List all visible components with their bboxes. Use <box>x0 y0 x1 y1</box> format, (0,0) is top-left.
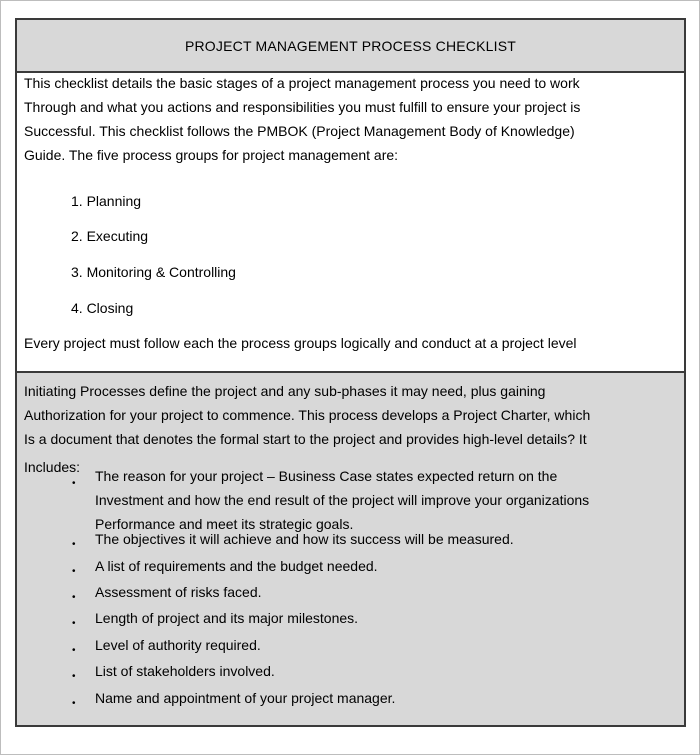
initiating-line: Authorization for your project to commence. This process develops a Project Charter, which <box>24 407 591 423</box>
bullet-icon: • <box>72 539 76 550</box>
bullet-icon: • <box>72 671 76 682</box>
bullet-icon: • <box>72 618 76 629</box>
initiating-line: Includes: <box>24 459 81 475</box>
bullet-item: Assessment of risks faced. <box>95 584 262 600</box>
bullet-item: Level of authority required. <box>95 637 261 653</box>
intro-line: Guide. The five process groups for project management are: <box>24 147 399 163</box>
bullet-item-cont: Performance and meet its strategic goals. <box>95 516 354 532</box>
initiating-line: Initiating Processes define the project and any sub-phases it may need, plus gaining <box>24 383 546 399</box>
title-box <box>15 18 686 73</box>
bullet-icon: • <box>72 566 76 577</box>
intro-line: This checklist details the basic stages of a project management process you need to work <box>24 75 580 91</box>
intro-line: Successful. This checklist follows the PMBOK (Project Management Body of Knowledge) <box>24 123 575 139</box>
intro-line: Through and what you actions and responsibilities you must fulfill to ensure your project is <box>24 99 581 115</box>
bullet-item-cont: Investment and how the end result of the project will improve your organizations <box>95 492 590 508</box>
process-step-monitoring: 3. Monitoring & Controlling <box>71 264 236 280</box>
bullet-item: List of stakeholders involved. <box>95 663 275 679</box>
intro-closing-text: Every project must follow each the process groups logically and conduct at a project level <box>24 335 577 351</box>
intro-section <box>15 71 686 373</box>
process-step-executing: 2. Executing <box>71 228 149 244</box>
initiating-line: Is a document that denotes the formal start to the project and provides high-level details? It <box>24 431 587 447</box>
process-step-planning: 1. Planning <box>71 193 142 209</box>
bullet-item: A list of requirements and the budget needed. <box>95 558 378 574</box>
bullet-icon: • <box>72 698 76 709</box>
bullet-icon: • <box>72 478 76 489</box>
bullet-icon: • <box>72 592 76 603</box>
bullet-item: The reason for your project – Business Case states expected return on the <box>95 468 558 484</box>
process-step-closing: 4. Closing <box>71 300 134 316</box>
initiating-section <box>15 371 686 727</box>
page-title: PROJECT MANAGEMENT PROCESS CHECKLIST <box>184 37 517 54</box>
bullet-item: Length of project and its major milestones. <box>95 610 359 626</box>
bullet-item: The objectives it will achieve and how its success will be measured. <box>95 531 514 547</box>
bullet-item: Name and appointment of your project manager. <box>95 690 396 706</box>
bullet-icon: • <box>72 645 76 656</box>
